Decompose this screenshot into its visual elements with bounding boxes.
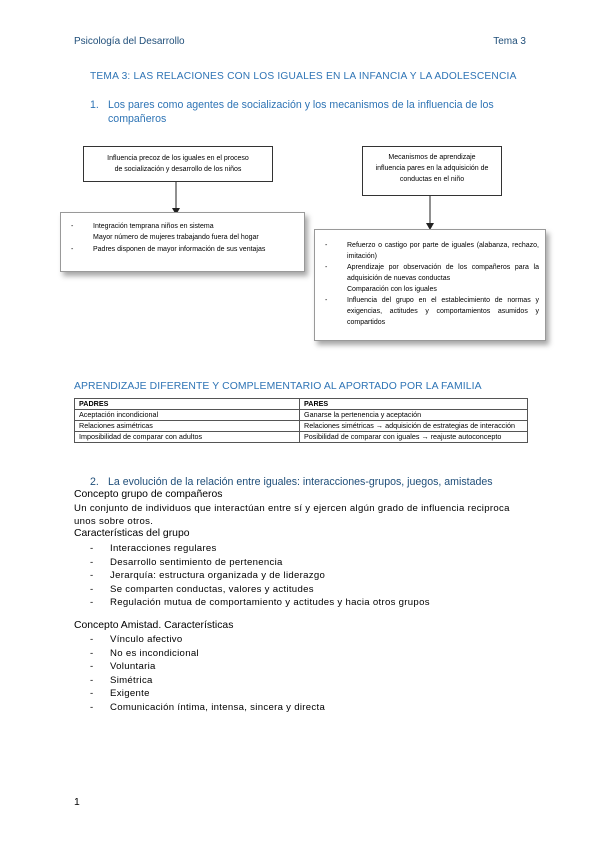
- dash: -: [325, 242, 328, 249]
- table-header-row: [75, 399, 528, 410]
- dash: -: [71, 223, 74, 230]
- table-header-cell: PARES: [300, 399, 528, 410]
- item-text: No es incondicional: [110, 647, 199, 659]
- dash: -: [90, 701, 94, 713]
- list-item: [71, 221, 294, 243]
- dash: -: [90, 647, 94, 659]
- list-item: [90, 596, 430, 610]
- section2-heading: [90, 476, 493, 488]
- dash: -: [325, 297, 328, 304]
- table-cell: Ganarse la pertenencia y aceptación: [300, 410, 528, 421]
- grupo-characteristics-heading: Características del grupo: [74, 528, 190, 539]
- section1-heading: [90, 98, 520, 126]
- list-item: [325, 295, 539, 328]
- table-row: [75, 410, 528, 421]
- diagram-box-top-left: [83, 146, 273, 182]
- dash: -: [90, 661, 94, 673]
- list-item: [90, 633, 325, 647]
- page-number: 1: [74, 797, 80, 808]
- diagram-text: influencia pares en la adquisición de: [375, 165, 489, 172]
- dash: -: [90, 674, 94, 686]
- item-text: Regulación mutua de comportamiento y actitudes y hacia otros grupos: [110, 597, 430, 609]
- amistad-heading: Concepto Amistad. Características: [74, 620, 234, 631]
- item-text: Integración temprana niños en sistema: [93, 223, 214, 230]
- list-item: [90, 542, 430, 556]
- dash: -: [90, 688, 94, 700]
- dash: -: [90, 556, 94, 568]
- family-section-title: APRENDIZAJE DIFERENTE Y COMPLEMENTARIO AL APORTADO POR LA FAMILIA: [74, 381, 482, 392]
- item-text: Vínculo afectivo: [110, 634, 183, 645]
- table-row: [75, 432, 528, 443]
- item-text: Interacciones regulares: [110, 543, 217, 554]
- dash: -: [90, 597, 94, 609]
- list-item: [90, 583, 430, 597]
- list-item: [71, 244, 294, 255]
- item-text: Aprendizaje por observación de los compañeros para la adquisición de nuevas conductas: [347, 264, 539, 282]
- header-right: Tema 3: [493, 36, 526, 47]
- item-text: Se comparten conductas, valores y actitudes: [110, 583, 314, 595]
- diagram-text: de socialización y desarrollo de los niños: [114, 166, 242, 173]
- item-subtext: Comparación con los iguales: [347, 286, 437, 293]
- diagram-box-top-right: [362, 146, 502, 196]
- table-cell: Posibilidad de comparar con iguales → reajuste autoconcepto: [300, 432, 528, 443]
- item-text: Influencia del grupo en el establecimiento de normas y exigencias, actitudes y comportamientos asumidos y compartidos: [347, 297, 539, 326]
- diagram-box-bottom-left: [60, 212, 305, 272]
- section1-line1: Los pares como agentes de socialización y los mecanismos de la influencia de los: [108, 99, 494, 111]
- dash: -: [90, 583, 94, 595]
- list-item: [90, 647, 325, 661]
- comparison-table: [74, 398, 528, 443]
- header-left: Psicología del Desarrollo: [74, 36, 185, 47]
- grupo-definition: Un conjunto de individuos que interactúan entre sí y ejercen algún grado de influencia reciproca unos sobre otros.: [74, 503, 510, 528]
- grupo-heading: Concepto grupo de compañeros: [74, 489, 223, 500]
- section2-title: La evolución de la relación entre iguales: interacciones-grupos, juegos, amistades: [108, 476, 493, 488]
- arrow-down-icon: [424, 196, 436, 231]
- dash: -: [90, 634, 94, 645]
- item-text: Comunicación íntima, intensa, sincera y directa: [110, 701, 326, 713]
- table-cell: Relaciones asimétricas: [75, 421, 300, 432]
- list-item: [90, 556, 430, 570]
- list-item: [90, 660, 325, 674]
- arrow-down-icon: [170, 182, 182, 216]
- list-item: [90, 674, 325, 688]
- dash: -: [325, 264, 328, 271]
- table-cell: Aceptación incondicional: [75, 410, 300, 421]
- item-text: Desarrollo sentimiento de pertenencia: [110, 556, 283, 568]
- list-item: [90, 701, 325, 715]
- section1-line2: compañeros: [108, 113, 167, 125]
- diagram-text: Mecanismos de aprendizaje: [388, 154, 476, 161]
- item-text: Refuerzo o castigo por parte de iguales (alabanza, rechazo, imitación): [347, 242, 539, 260]
- table-row: [75, 421, 528, 432]
- table-header-cell: PADRES: [75, 399, 300, 410]
- page-title: TEMA 3: LAS RELACIONES CON LOS IGUALES EN LA INFANCIA Y LA ADOLESCENCIA: [90, 71, 517, 82]
- grupo-characteristics-list: [90, 542, 430, 610]
- dash: -: [71, 246, 74, 253]
- dash: -: [90, 543, 94, 554]
- list-item: [325, 262, 539, 295]
- item-subtext: Mayor número de mujeres trabajando fuera del hogar: [93, 234, 259, 241]
- dash: -: [90, 570, 94, 582]
- item-text: Exigente: [110, 688, 150, 700]
- list-item: [90, 569, 430, 583]
- section1-number: 1.: [90, 99, 99, 111]
- item-text: Padres disponen de mayor información de sus ventajas: [93, 246, 266, 253]
- item-text: Simétrica: [110, 674, 153, 686]
- amistad-characteristics-list: [90, 633, 325, 715]
- item-text: Voluntaria: [110, 661, 156, 673]
- table-cell: Imposibilidad de comparar con adultos: [75, 432, 300, 443]
- list-item: [325, 240, 539, 262]
- diagram-text: Influencia precoz de los iguales en el proceso: [107, 155, 249, 162]
- diagram-text: conductas en el niño: [399, 176, 465, 183]
- section2-number: 2.: [90, 476, 99, 488]
- diagram-box-bottom-right: [314, 229, 546, 341]
- list-item: [90, 687, 325, 701]
- item-text: Jerarquía: estructura organizada y de liderazgo: [110, 570, 326, 582]
- table-cell: Relaciones simétricas → adquisición de estrategias de interacción: [300, 421, 528, 432]
